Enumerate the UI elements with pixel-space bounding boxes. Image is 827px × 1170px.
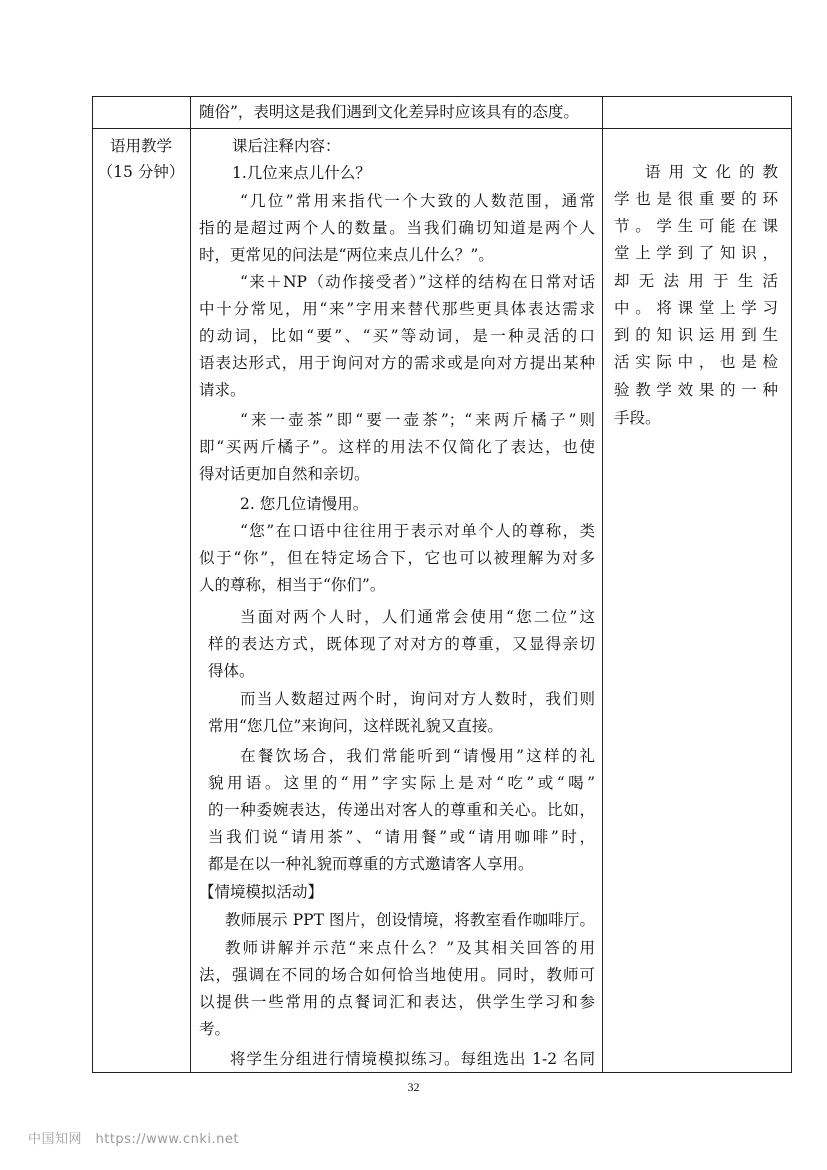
note-line: 学也是很重要的环 xyxy=(614,190,778,208)
paragraph-line: 的一种委婉表达，传递出对客人的尊重和关心。比如， xyxy=(208,801,595,819)
section-duration: （15 分钟） xyxy=(97,163,185,181)
table-top-border xyxy=(92,96,792,97)
paragraph-line: 指的是超过两个人的数量。当我们确切知道是两个人 xyxy=(199,219,595,237)
row-divider xyxy=(92,128,792,129)
paragraph-line: 教师讲解并示范“来点什么？”及其相关回答的用 xyxy=(225,939,595,957)
paragraph-line: 在餐饮场合，我们常能听到“请慢用”这样的礼 xyxy=(240,747,595,765)
paragraph-line: 将学生分组进行情境模拟练习。每组选出 1-2 名同 xyxy=(230,1050,595,1068)
note-line: 手段。 xyxy=(614,409,661,427)
paragraph-line: 以提供一些常用的点餐词汇和表达，供学生学习和参 xyxy=(199,993,595,1011)
watermark: 中国知网 https://www.cnki.net xyxy=(28,1132,239,1147)
paragraph-line: 考。 xyxy=(199,1020,231,1038)
note-line: 语用文化的教 xyxy=(645,163,778,181)
paragraph-line: 貌用语。这里的“用”字实际上是对“吃”或“喝” xyxy=(208,774,595,792)
paragraph-line: 而当人数超过两个时，询问对方人数时，我们则 xyxy=(240,690,595,708)
paragraph-line: 法，强调在不同的场合如何恰当地使用。同时，教师可 xyxy=(199,966,595,984)
paragraph-line: 中十分常见，用“来”字用来替代那些更具体表达需求 xyxy=(199,300,595,318)
note-line: 验教学效果的一种 xyxy=(614,381,778,399)
paragraph-line: 人的尊称，相当于“你们”。 xyxy=(199,576,386,594)
paragraph-line: 当我们说“请用茶”、“请用餐”或“请用咖啡”时， xyxy=(208,828,595,846)
note-line: 堂上学到了知识， xyxy=(614,244,778,262)
table-bottom-border xyxy=(92,1072,792,1073)
note-line: 活实际中，也是检 xyxy=(614,353,778,371)
page-number: 32 xyxy=(407,1080,420,1094)
content-intro: 课后注释内容： xyxy=(232,137,341,155)
paragraph-line: 得对话更加自然和亲切。 xyxy=(199,465,370,483)
paragraph-line: 请求。 xyxy=(199,381,246,399)
paragraph-line: 得体。 xyxy=(208,662,255,680)
paragraph-line: “您”在口语中往往用于表示对单个人的尊称，类 xyxy=(240,522,595,540)
paragraph-line: 时，更常见的问法是“两位来点儿什么？”。 xyxy=(199,246,494,264)
paragraph-line: 当面对两个人时，人们通常会使用“您二位”这 xyxy=(240,608,595,626)
paragraph-line: 语表达形式，用于询问对方的需求或是向对方提出某种 xyxy=(199,354,595,372)
table-right-border xyxy=(791,96,792,1073)
paragraph-line: 教师展示 PPT 图片，创设情境，将教室看作咖啡厅。 xyxy=(225,911,595,929)
column-divider-2 xyxy=(602,96,603,1073)
table-left-border xyxy=(92,96,93,1073)
paragraph-line: 常用“您几位”来询问，这样既礼貌又直接。 xyxy=(208,717,503,735)
top-row-text: 随俗”，表明这是我们遇到文化差异时应该具有的态度。 xyxy=(199,103,579,121)
note-line: 到的知识运用到生 xyxy=(614,326,778,344)
paragraph-line: 样的表达方式，既体现了对对方的尊重，又显得亲切 xyxy=(208,635,595,653)
paragraph-line: 即“买两斤橘子”。这样的用法不仅简化了表达，也使 xyxy=(199,438,595,456)
column-divider-1 xyxy=(190,96,191,1073)
paragraph-line: 的动词，比如“要”、“买”等动词，是一种灵活的口 xyxy=(199,327,595,345)
note-line: 中。将课堂上学习 xyxy=(614,299,778,317)
paragraph-line: “几位”常用来指代一个大致的人数范围，通常 xyxy=(240,192,595,210)
heading-1: 1.几位来点儿什么？ xyxy=(232,164,371,182)
paragraph-line: “来＋NP（动作接受者）”这样的结构在日常对话 xyxy=(240,273,595,291)
note-line: 却无法用于生活 xyxy=(614,272,778,290)
paragraph-line: 似于“你”，但在特定场合下，它也可以被理解为对多 xyxy=(199,549,595,567)
activity-title: 【情境模拟活动】 xyxy=(199,883,324,901)
paragraph-line: “来一壶茶”即“要一壶茶”；“来两斤橘子”则 xyxy=(240,411,595,429)
paragraph-line: 都是在以一种礼貌而尊重的方式邀请客人享用。 xyxy=(208,855,534,873)
heading-2: 2. 您几位请慢用。 xyxy=(240,495,369,513)
section-label: 语用教学 xyxy=(109,137,172,155)
note-line: 节。学生可能在课 xyxy=(614,217,778,235)
